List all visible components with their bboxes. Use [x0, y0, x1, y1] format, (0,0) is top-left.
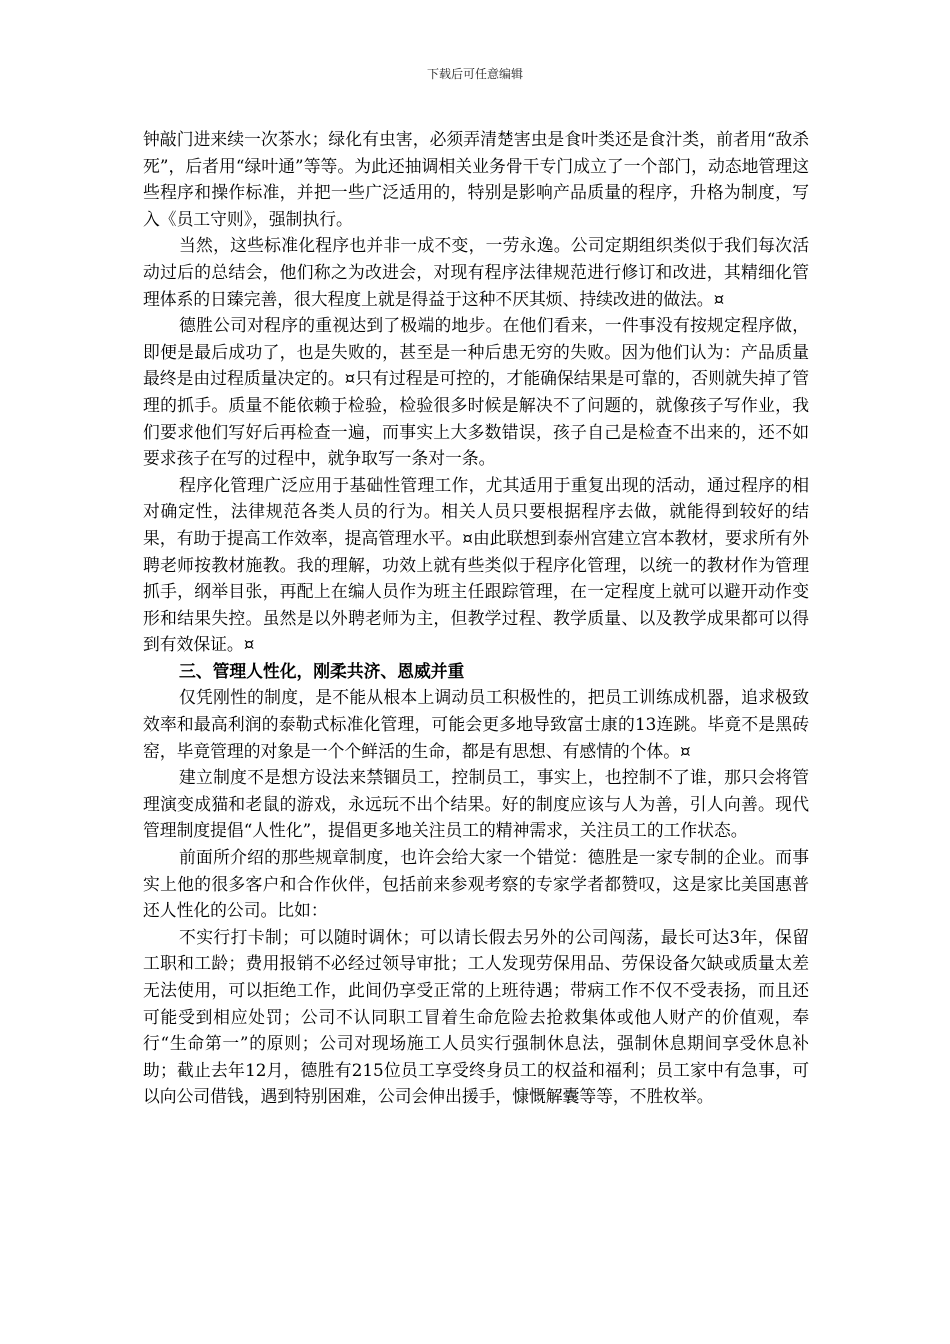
paragraph-examples: 不实行打卡制；可以随时调休；可以请长假去另外的公司闯荡，最长可达3年，保留工职和工龄；费用报销不必经过领导审批；工人发现劳保用品、劳保设备欠缺或质量太差无法使用，可以拒绝工作，此间仍享受正常的上班待遇；带病工作不仅不受表扬，而且还可能受到相应处罚；公司不认同职工冒着生命危险去抢救集体或他人财产的价值观，奉行“生命第一”的原则；公司对现场施工人员实行强制休息法，强制休息期间享受休息补助；截止去年12月，德胜有215位员工享受终身员工的权益和福利；员工家中有急事，可以向公司借钱，遇到特别困难，公司会伸出援手，慷慨解囊等等，不胜枚举。 [143, 926, 809, 1107]
paragraph-misconception: 前面所介绍的那些规章制度，也许会给大家一个错觉：德胜是一家专制的企业。而事实上他的很多客户和合作伙伴，包括前来参观考察的专家学者都赞叹，这是家比美国惠普还人性化的公司。比如： [143, 847, 809, 921]
paragraph-procedural-management: 程序化管理广泛应用于基础性管理工作，尤其适用于重复出现的活动，通过程序的相对确定性，法律规范各类人员的行为。相关人员只要根据程序去做，就能得到较好的结果，有助于提高工作效率，提高管理水平。¤由此联想到泰州宫建立宫本教材，要求所有外聘老师按教材施教。我的理解，功效上就有些类似于程序化管理，以统一的教材作为管理抓手，纲举目张，再配上在编人员作为班主任跟踪管理，在一定程度上就可以避开动作变形和结果失控。虽然是以外聘老师为主，但教学过程、教学质量、以及教学成果都可以得到有效保证。¤ [143, 474, 809, 655]
paragraph-rigid-rules: 仅凭刚性的制度，是不能从根本上调动员工积极性的，把员工训练成机器，追求极致效率和最高利润的泰勒式标准化管理，可能会更多地导致富士康的13连跳。毕竟不是黑砖窑，毕竟管理的对象是一个个鲜活的生命，都是有思想、有感情的个体。¤ [143, 687, 809, 761]
paragraph-standardization-improvement: 当然，这些标准化程序也并非一成不变，一劳永逸。公司定期组织类似于我们每次活动过后的总结会，他们称之为改进会，对现有程序法律规范进行修订和改进，其精细化管理体系的日臻完善，很大程度上就是得益于这种不厌其烦、持续改进的做法。¤ [143, 235, 809, 309]
paragraph-good-rules: 建立制度不是想方设法来禁锢员工，控制员工，事实上，也控制不了谁，那只会将管理演变成猫和老鼠的游戏，永远玩不出个结果。好的制度应该与人为善，引人向善。现代管理制度提倡“人性化”，提倡更多地关注员工的精神需求，关注员工的工作状态。 [143, 767, 809, 841]
paragraph-procedure-importance: 德胜公司对程序的重视达到了极端的地步。在他们看来，一件事没有按规定程序做，即便是最后成功了，也是失败的，甚至是一种后患无穷的失败。因为他们认为：产品质量最终是由过程质量决定的。¤只有过程是可控的，才能确保结果是可靠的，否则就失掉了管理的抓手。质量不能依赖于检验，检验很多时候是解决不了问题的，就像孩子写作业，我们要求他们写好后再检查一遍，而事实上大多数错误，孩子自己是检查不出来的，还不如要求孩子在写的过程中，就争取写一条对一条。 [143, 315, 809, 469]
section-heading-humanized-management: 三、管理人性化，刚柔共济、恩威并重 [179, 660, 465, 681]
paragraph-continuation: 钟敲门进来续一次茶水；绿化有虫害，必须弄清楚害虫是食叶类还是食汁类，前者用“敌杀死”，后者用“绿叶通”等等。为此还抽调相关业务骨干专门成立了一个部门，动态地管理这些程序和操作标准，并把一些广泛适用的，特别是影响产品质量的程序，升格为制度，写入《员工守则》，强制执行。 [143, 129, 809, 229]
document-body [143, 126, 809, 1110]
page-header-note: 下载后可任意编辑 [426, 67, 523, 81]
